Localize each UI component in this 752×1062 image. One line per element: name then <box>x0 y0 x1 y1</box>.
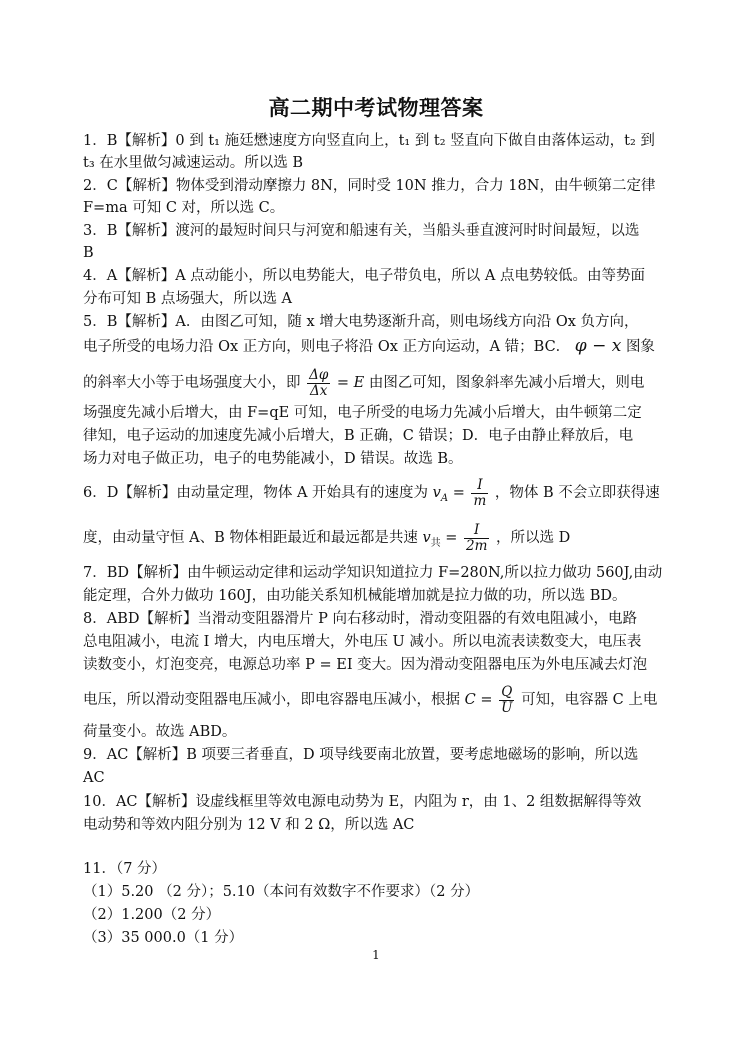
q11-part-3: （3）35 000.0（1 分） <box>83 930 244 946</box>
q8-fraction <box>499 685 514 716</box>
q8-line-4-head: 电压，所以滑动变阻器电压减小，即电容器电压减小，根据 <box>83 692 460 708</box>
q4-line-2: 分布可知 B 点场强大，所以选 A <box>83 291 292 307</box>
q2-line-2: F=ma 可知 C 对，所以选 C。 <box>83 200 285 216</box>
q11-heading: 11．（7 分） <box>83 861 167 877</box>
q5-line-1: 5．B【解析】A．由图乙可知，随 x 增大电势逐渐升高，则电场线方向沿 Ox 负方向， <box>83 314 639 330</box>
q6-velocity-sub: A <box>440 492 449 504</box>
q6-velocity-var: v <box>432 485 441 501</box>
q6-line-2-head: 度，由动量守恒 A、B 物体相距最近和最远都是共速 <box>83 530 418 546</box>
q8-fraction-numerator: Q <box>499 685 514 701</box>
q8-line-5: 荷量变小。故选 ABD。 <box>83 724 237 740</box>
q10-line-2: 电动势和等效内阻分别为 12 V 和 2 Ω，所以选 AC <box>83 817 415 833</box>
q6-line-1-tail: ，物体 B 不会立即获得速 <box>494 485 660 501</box>
q3-line-2: B <box>83 245 94 261</box>
q6-line-2-tail: ，所以选 D <box>496 530 571 546</box>
q6-fraction-2-denominator: 2m <box>466 537 488 554</box>
q8-line-4 <box>83 680 657 720</box>
q3-line-1: 3．B【解析】渡河的最短时间只与河宽和船速有关，当船头垂直渡河时时间最短，以选 <box>83 223 640 239</box>
q1-line-1: 1．B【解析】0 到 t₁ 施廷懋速度方向竖直向上，t₁ 到 t₂ 竖直向下做自由落体运动，t₂ 到 <box>83 133 655 149</box>
q5-line-2-tail: 图象 <box>625 339 655 355</box>
q6-line-1 <box>83 473 660 513</box>
page-number: 1 <box>372 948 380 962</box>
q5-fraction-denominator: Δx <box>310 382 328 399</box>
q8-fraction-denominator: U <box>501 699 513 716</box>
q8-line-2: 总电阻减小，电流 I 增大，内电压增大，外电压 U 减小。所以电流表读数变大，电压表 <box>83 634 642 650</box>
q7-line-2: 能定理，合外力做功 160J，由功能关系知机械能增加就是拉力做的功，所以选 BD。 <box>83 588 627 604</box>
q5-line-2 <box>83 336 655 356</box>
q6-fraction-2-numerator: I <box>464 523 489 539</box>
q6-fraction-1-numerator: I <box>471 478 488 494</box>
q8-line-4-tail: 可知，电容器 C 上电 <box>521 692 658 708</box>
q8-line-1: 8．ABD【解析】当滑动变阻器滑片 P 向右移动时，滑动变阻器的有效电阻减小，电路 <box>83 611 637 627</box>
page-title: 高二期中考试物理答案 <box>268 96 484 120</box>
q5-line-5: 律知，电子运动的加速度先减小后增大，B 正确，C 错误；D．电子由静止释放后，电 <box>83 428 634 444</box>
q8-line-3: 读数变小，灯泡变亮，电源总功率 P = EI 变大。因为滑动变阻器电压为外电压减去灯泡 <box>83 657 648 673</box>
q4-line-1: 4．A【解析】A 点动能小，所以电势能大，电子带负电，所以 A 点电势较低。由等势面 <box>83 268 645 284</box>
q9-line-2: AC <box>83 770 105 786</box>
q6-common-velocity-sub: 共 <box>430 537 441 549</box>
q5-fraction-numerator: Δφ <box>309 366 329 383</box>
q5-equals-e: = E <box>336 375 365 391</box>
q5-line-6: 场力对电子做正功，电子的电势能减小，D 错误。故选 B。 <box>83 451 463 467</box>
q6-equals: = <box>452 485 465 501</box>
q11-part-2: （2）1.200（2 分） <box>83 907 221 923</box>
q5-line-3-head: 的斜率大小等于电场强度大小，即 <box>83 375 301 391</box>
q5-field-fraction <box>307 368 330 399</box>
q6-fraction-1-denominator: m <box>473 492 487 509</box>
q5-line-3-tail: 由图乙可知，图象斜率先减小后增大，则电 <box>368 375 645 391</box>
q7-line-1: 7．BD【解析】由牛顿运动定律和运动学知识知道拉力 F=280N,所以拉力做功 560J,由动 <box>83 565 663 581</box>
q9-line-1: 9．AC【解析】B 项要三者垂直，D 项导线要南北放置，要考虑地磁场的影响，所以选 <box>83 747 639 763</box>
q10-line-1: 10．AC【解析】设虚线框里等效电源电动势为 E，内阻为 r，由 1、2 组数据解得等效 <box>83 794 642 810</box>
q5-line-2-text: 电子所受的电场力沿 Ox 正方向，则电子将沿 Ox 正方向运动，A 错；BC． <box>83 339 571 355</box>
q5-line-3 <box>83 366 644 400</box>
q6-line-2 <box>83 518 570 558</box>
q6-equals-2: = <box>445 530 458 546</box>
q5-phi-x-formula: φ − x <box>574 336 622 356</box>
q8-capacitance-var: C = <box>464 692 493 708</box>
q1-line-2: t₃ 在水里做匀减速运动。所以选 B <box>83 155 304 171</box>
q6-common-velocity-var: v <box>422 530 431 546</box>
q5-line-4: 场强度先减小后增大，由 F=qE 可知，电子所受的电场力先减小后增大，由牛顿第二定 <box>83 405 642 421</box>
q2-line-1: 2．C【解析】物体受到滑动摩擦力 8N，同时受 10N 推力，合力 18N，由牛顿第二定律 <box>83 178 656 194</box>
q6-fraction-2 <box>464 523 489 554</box>
q6-fraction-1 <box>471 478 488 509</box>
q11-part-1: （1）5.20 （2 分）；5.10（本问有效数字不作要求）（2 分） <box>83 884 480 900</box>
q6-line-1-head: 6．D【解析】由动量定理，物体 A 开始具有的速度为 <box>83 485 429 501</box>
